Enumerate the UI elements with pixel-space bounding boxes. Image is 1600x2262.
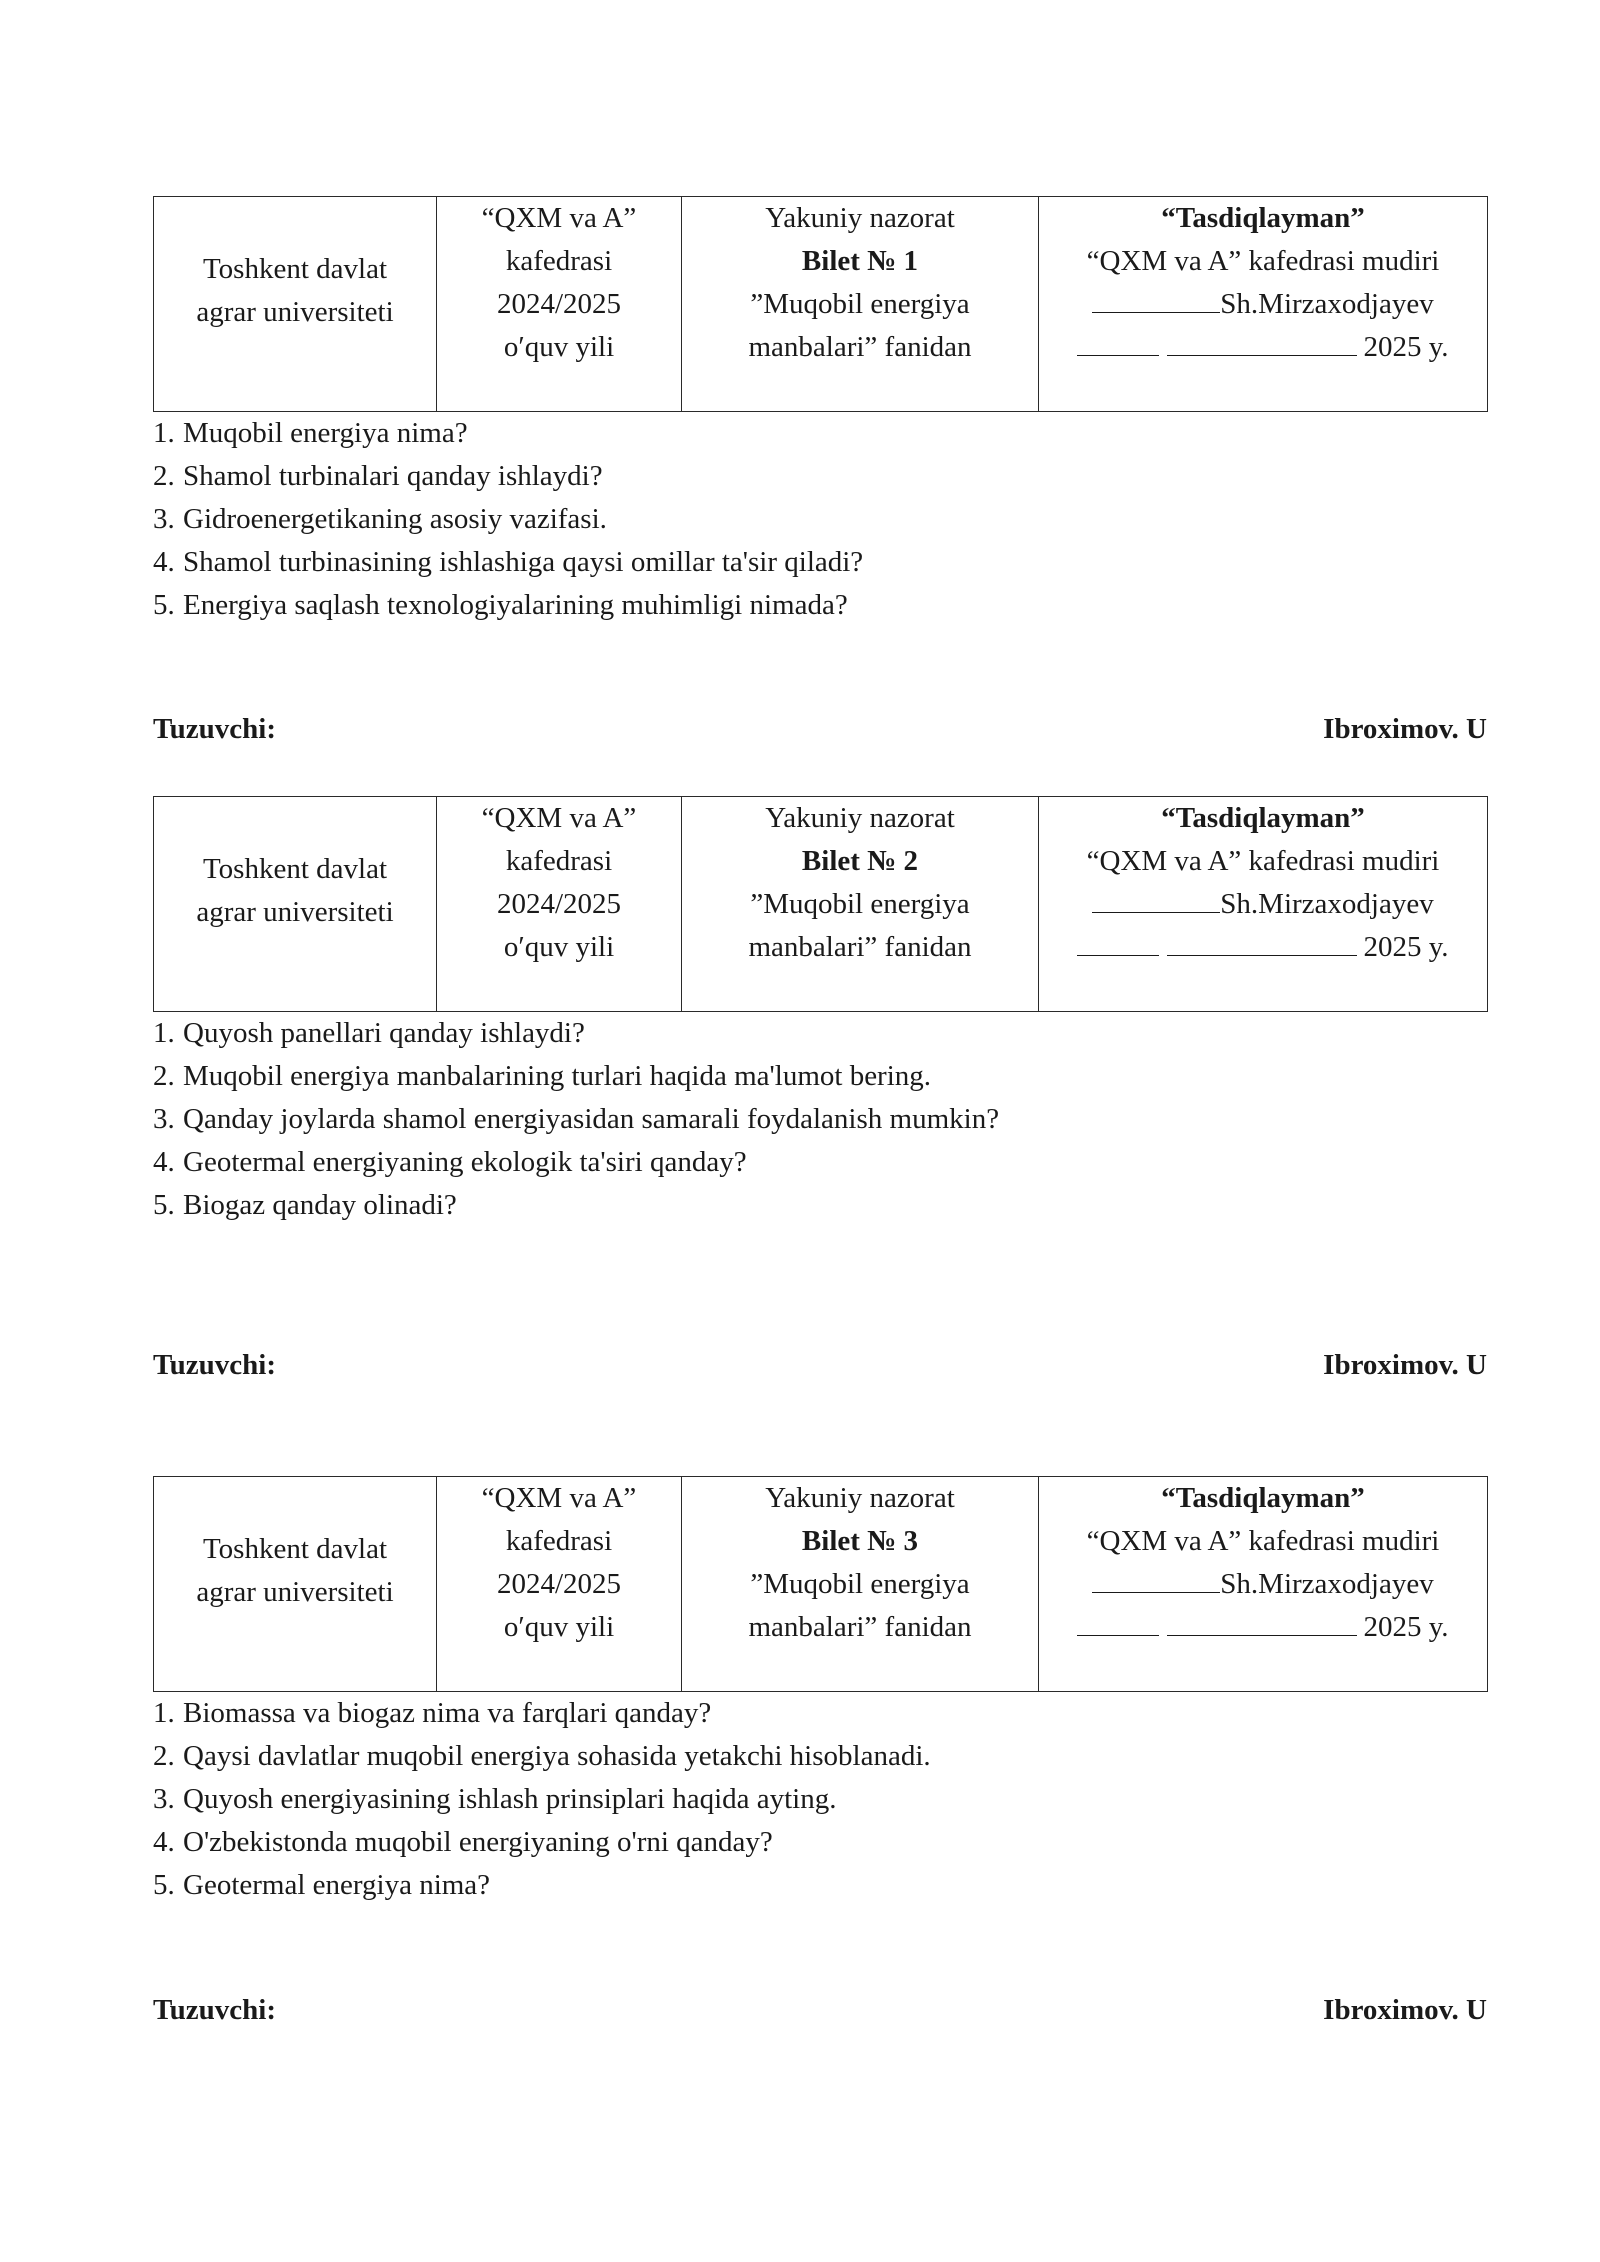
question-number: 1. — [153, 417, 175, 449]
approval-signature-line — [1043, 883, 1483, 926]
question-item — [153, 1012, 1487, 1055]
subject-line: ”Muqobil energiya — [750, 288, 970, 320]
question-list — [153, 1012, 1487, 1227]
department-line: “QXM va A” — [481, 202, 637, 234]
day-blank — [1077, 929, 1159, 956]
compiler-name: Ibroximov. U — [1323, 1994, 1487, 2026]
university-cell — [154, 797, 437, 1012]
question-list — [153, 1692, 1487, 1907]
approval-position: “QXM va A” kafedrasi mudiri — [1086, 845, 1440, 877]
subject-line: manbalari” fanidan — [748, 931, 972, 963]
question-item — [153, 455, 1487, 498]
question-text: Muqobil energiya manbalarining turlari haqida ma'lumot bering. — [183, 1060, 932, 1092]
signature-blank — [1092, 1566, 1220, 1593]
question-item — [153, 541, 1487, 584]
university-cell — [154, 197, 437, 412]
approval-date-line — [1043, 926, 1483, 969]
ticket-header-table — [153, 196, 1488, 412]
ticket-number: Bilet № 1 — [801, 245, 919, 277]
exam-cell — [682, 197, 1039, 412]
exam-cell — [682, 1477, 1039, 1692]
question-number: 3. — [153, 503, 175, 535]
compiler-signature — [153, 1990, 1487, 2030]
academic-year: 2024/2025 — [496, 288, 622, 320]
question-item — [153, 1098, 1487, 1141]
question-text: Energiya saqlash texnologiyalarining muhimligi nimada? — [183, 589, 848, 621]
question-number: 2. — [153, 1740, 175, 1772]
day-blank — [1077, 1609, 1159, 1636]
day-blank — [1077, 329, 1159, 356]
department-cell — [437, 197, 682, 412]
question-text: Qaysi davlatlar muqobil energiya sohasida yetakchi hisoblanadi. — [183, 1740, 931, 1772]
approval-cell — [1039, 197, 1488, 412]
question-text: Quyosh panellari qanday ishlaydi? — [183, 1017, 585, 1049]
university-line: agrar universiteti — [196, 296, 394, 328]
question-text: Biogaz qanday olinadi? — [183, 1189, 457, 1221]
compiler-label: Tuzuvchi: — [153, 713, 277, 745]
question-item — [153, 1735, 1487, 1778]
approval-title: “Tasdiqlayman” — [1161, 802, 1365, 834]
compiler-signature — [153, 709, 1487, 749]
approval-year: 2025 y. — [1363, 331, 1449, 363]
department-line: o′quv yili — [503, 931, 615, 963]
approval-position: “QXM va A” kafedrasi mudiri — [1086, 245, 1440, 277]
ticket-header-table — [153, 1476, 1488, 1692]
month-blank — [1167, 929, 1357, 956]
question-item — [153, 1778, 1487, 1821]
department-cell — [437, 797, 682, 1012]
university-line: Toshkent davlat — [202, 1533, 387, 1565]
exam-type: Yakuniy nazorat — [765, 1482, 955, 1514]
question-number: 4. — [153, 1146, 175, 1178]
university-cell — [154, 1477, 437, 1692]
exam-type: Yakuniy nazorat — [765, 202, 955, 234]
department-line: kafedrasi — [505, 245, 613, 277]
university-line: Toshkent davlat — [202, 853, 387, 885]
academic-year: 2024/2025 — [496, 888, 622, 920]
subject-line: ”Muqobil energiya — [750, 888, 970, 920]
question-number: 2. — [153, 460, 175, 492]
ticket-number: Bilet № 2 — [801, 845, 919, 877]
approval-cell — [1039, 797, 1488, 1012]
approval-position: “QXM va A” kafedrasi mudiri — [1086, 1525, 1440, 1557]
university-line: agrar universiteti — [196, 1576, 394, 1608]
question-number: 3. — [153, 1103, 175, 1135]
question-number: 1. — [153, 1697, 175, 1729]
approval-signature-line — [1043, 1563, 1483, 1606]
question-item — [153, 1692, 1487, 1735]
compiler-name: Ibroximov. U — [1323, 713, 1487, 745]
question-number: 5. — [153, 1189, 175, 1221]
academic-year: 2024/2025 — [496, 1568, 622, 1600]
ticket-1 — [153, 196, 1487, 627]
exam-type: Yakuniy nazorat — [765, 802, 955, 834]
approval-date-line — [1043, 326, 1483, 369]
question-number: 3. — [153, 1783, 175, 1815]
compiler-label: Tuzuvchi: — [153, 1349, 277, 1381]
approval-year: 2025 y. — [1363, 931, 1449, 963]
question-number: 4. — [153, 1826, 175, 1858]
question-text: Biomassa va biogaz nima va farqlari qanday? — [183, 1697, 712, 1729]
question-list — [153, 412, 1487, 627]
question-item — [153, 1141, 1487, 1184]
compiler-name: Ibroximov. U — [1323, 1349, 1487, 1381]
question-item — [153, 1821, 1487, 1864]
question-item — [153, 1864, 1487, 1907]
subject-line: ”Muqobil energiya — [750, 1568, 970, 1600]
question-text: Shamol turbinasining ishlashiga qaysi omillar ta'sir qiladi? — [183, 546, 864, 578]
department-line: kafedrasi — [505, 845, 613, 877]
department-line: o′quv yili — [503, 331, 615, 363]
approval-title: “Tasdiqlayman” — [1161, 202, 1365, 234]
question-number: 5. — [153, 589, 175, 621]
approval-signature-line — [1043, 283, 1483, 326]
department-cell — [437, 1477, 682, 1692]
month-blank — [1167, 329, 1357, 356]
department-line: “QXM va A” — [481, 802, 637, 834]
approval-year: 2025 y. — [1363, 1611, 1449, 1643]
question-text: Geotermal energiya nima? — [183, 1869, 491, 1901]
ticket-header-table — [153, 796, 1488, 1012]
subject-line: manbalari” fanidan — [748, 331, 972, 363]
signature-blank — [1092, 286, 1220, 313]
question-item — [153, 498, 1487, 541]
department-line: “QXM va A” — [481, 1482, 637, 1514]
ticket-number: Bilet № 3 — [801, 1525, 919, 1557]
question-text: Shamol turbinalari qanday ishlaydi? — [183, 460, 603, 492]
subject-line: manbalari” fanidan — [748, 1611, 972, 1643]
signature-blank — [1092, 886, 1220, 913]
month-blank — [1167, 1609, 1357, 1636]
question-text: Qanday joylarda shamol energiyasidan samarali foydalanish mumkin? — [183, 1103, 1000, 1135]
ticket-3 — [153, 1476, 1487, 1907]
department-line: kafedrasi — [505, 1525, 613, 1557]
question-text: Geotermal energiyaning ekologik ta'siri qanday? — [183, 1146, 747, 1178]
question-number: 1. — [153, 1017, 175, 1049]
question-item — [153, 1055, 1487, 1098]
exam-cell — [682, 797, 1039, 1012]
department-line: o′quv yili — [503, 1611, 615, 1643]
university-line: Toshkent davlat — [202, 253, 387, 285]
question-number: 4. — [153, 546, 175, 578]
university-line: agrar universiteti — [196, 896, 394, 928]
approver-name: Sh.Mirzaxodjayev — [1220, 288, 1434, 320]
ticket-2 — [153, 796, 1487, 1227]
compiler-label: Tuzuvchi: — [153, 1994, 277, 2026]
question-text: Gidroenergetikaning asosiy vazifasi. — [183, 503, 607, 535]
question-number: 2. — [153, 1060, 175, 1092]
question-text: Quyosh energiyasining ishlash prinsiplari haqida ayting. — [183, 1783, 837, 1815]
question-text: O'zbekistonda muqobil energiyaning o'rni qanday? — [183, 1826, 773, 1858]
approval-date-line — [1043, 1606, 1483, 1649]
approval-cell — [1039, 1477, 1488, 1692]
approver-name: Sh.Mirzaxodjayev — [1220, 1568, 1434, 1600]
question-item — [153, 412, 1487, 455]
question-number: 5. — [153, 1869, 175, 1901]
approval-title: “Tasdiqlayman” — [1161, 1482, 1365, 1514]
question-item — [153, 584, 1487, 627]
question-text: Muqobil energiya nima? — [183, 417, 468, 449]
question-item — [153, 1184, 1487, 1227]
approver-name: Sh.Mirzaxodjayev — [1220, 888, 1434, 920]
compiler-signature — [153, 1345, 1487, 1385]
